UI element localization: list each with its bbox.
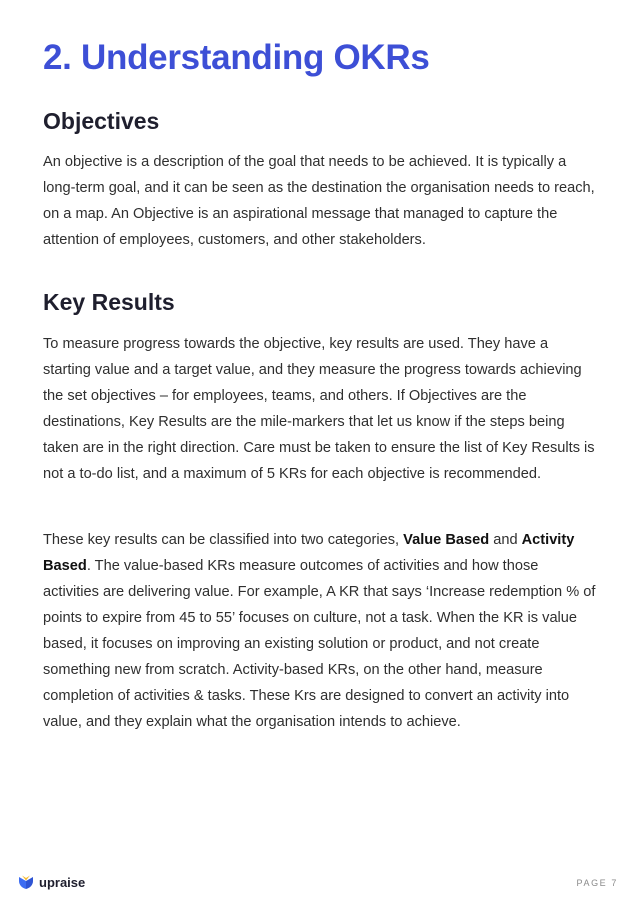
activity-based-term: Activity Based xyxy=(43,532,575,574)
objectives-paragraph: An objective is a description of the goal that needs to be achieved. It is typically a long-term goal, and it can be seen as the destination the organisation needs to reach, on a map. An Objective is an aspirational message that managed to capture the attention of employees, customers, and other stakeholders. xyxy=(43,154,595,248)
paragraph-text: and xyxy=(489,532,522,548)
logo-text: upraise xyxy=(39,874,86,890)
key-results-paragraph-1: To measure progress towards the objective, key results are used. They have a starting value and a target value, and they measure the progress towards achieving the set objectives – for employees, teams, and others. If Objectives are the destinations, Key Results are the mile-markers that let us know if the steps being taken are in the right direction. Care must be taken to ensure the list of Key Results is not a to-do list, and a maximum of 5 KRs for each objective is recommended. xyxy=(43,336,595,482)
paragraph-text: These key results can be classified into two categories, xyxy=(43,532,404,548)
page-title: 2. Understanding OKRs xyxy=(43,38,430,77)
page-number: PAGE 7 xyxy=(576,878,618,888)
key-results-heading: Key Results xyxy=(43,289,175,315)
value-based-term: Value Based xyxy=(403,532,490,548)
key-results-paragraph-2 xyxy=(43,527,598,735)
upraise-logo-icon xyxy=(18,874,34,890)
objectives-heading: Objectives xyxy=(43,108,160,134)
footer-logo xyxy=(18,874,85,890)
paragraph-text: . The value-based KRs measure outcomes of activities and how those activities are delivering value. For example, A KR that says ‘Increase redemption % of points to expire from 45 to 55’ focuses on culture, not a task. When the KR is value based, it focuses on improving an existing solution or product, and not create something new from scratch. Activity-based KRs, on the other hand, measure completion of activities & tasks. These Krs are designed to convert an activity into value, and they explain what the organisation intends to achieve. xyxy=(43,558,596,730)
